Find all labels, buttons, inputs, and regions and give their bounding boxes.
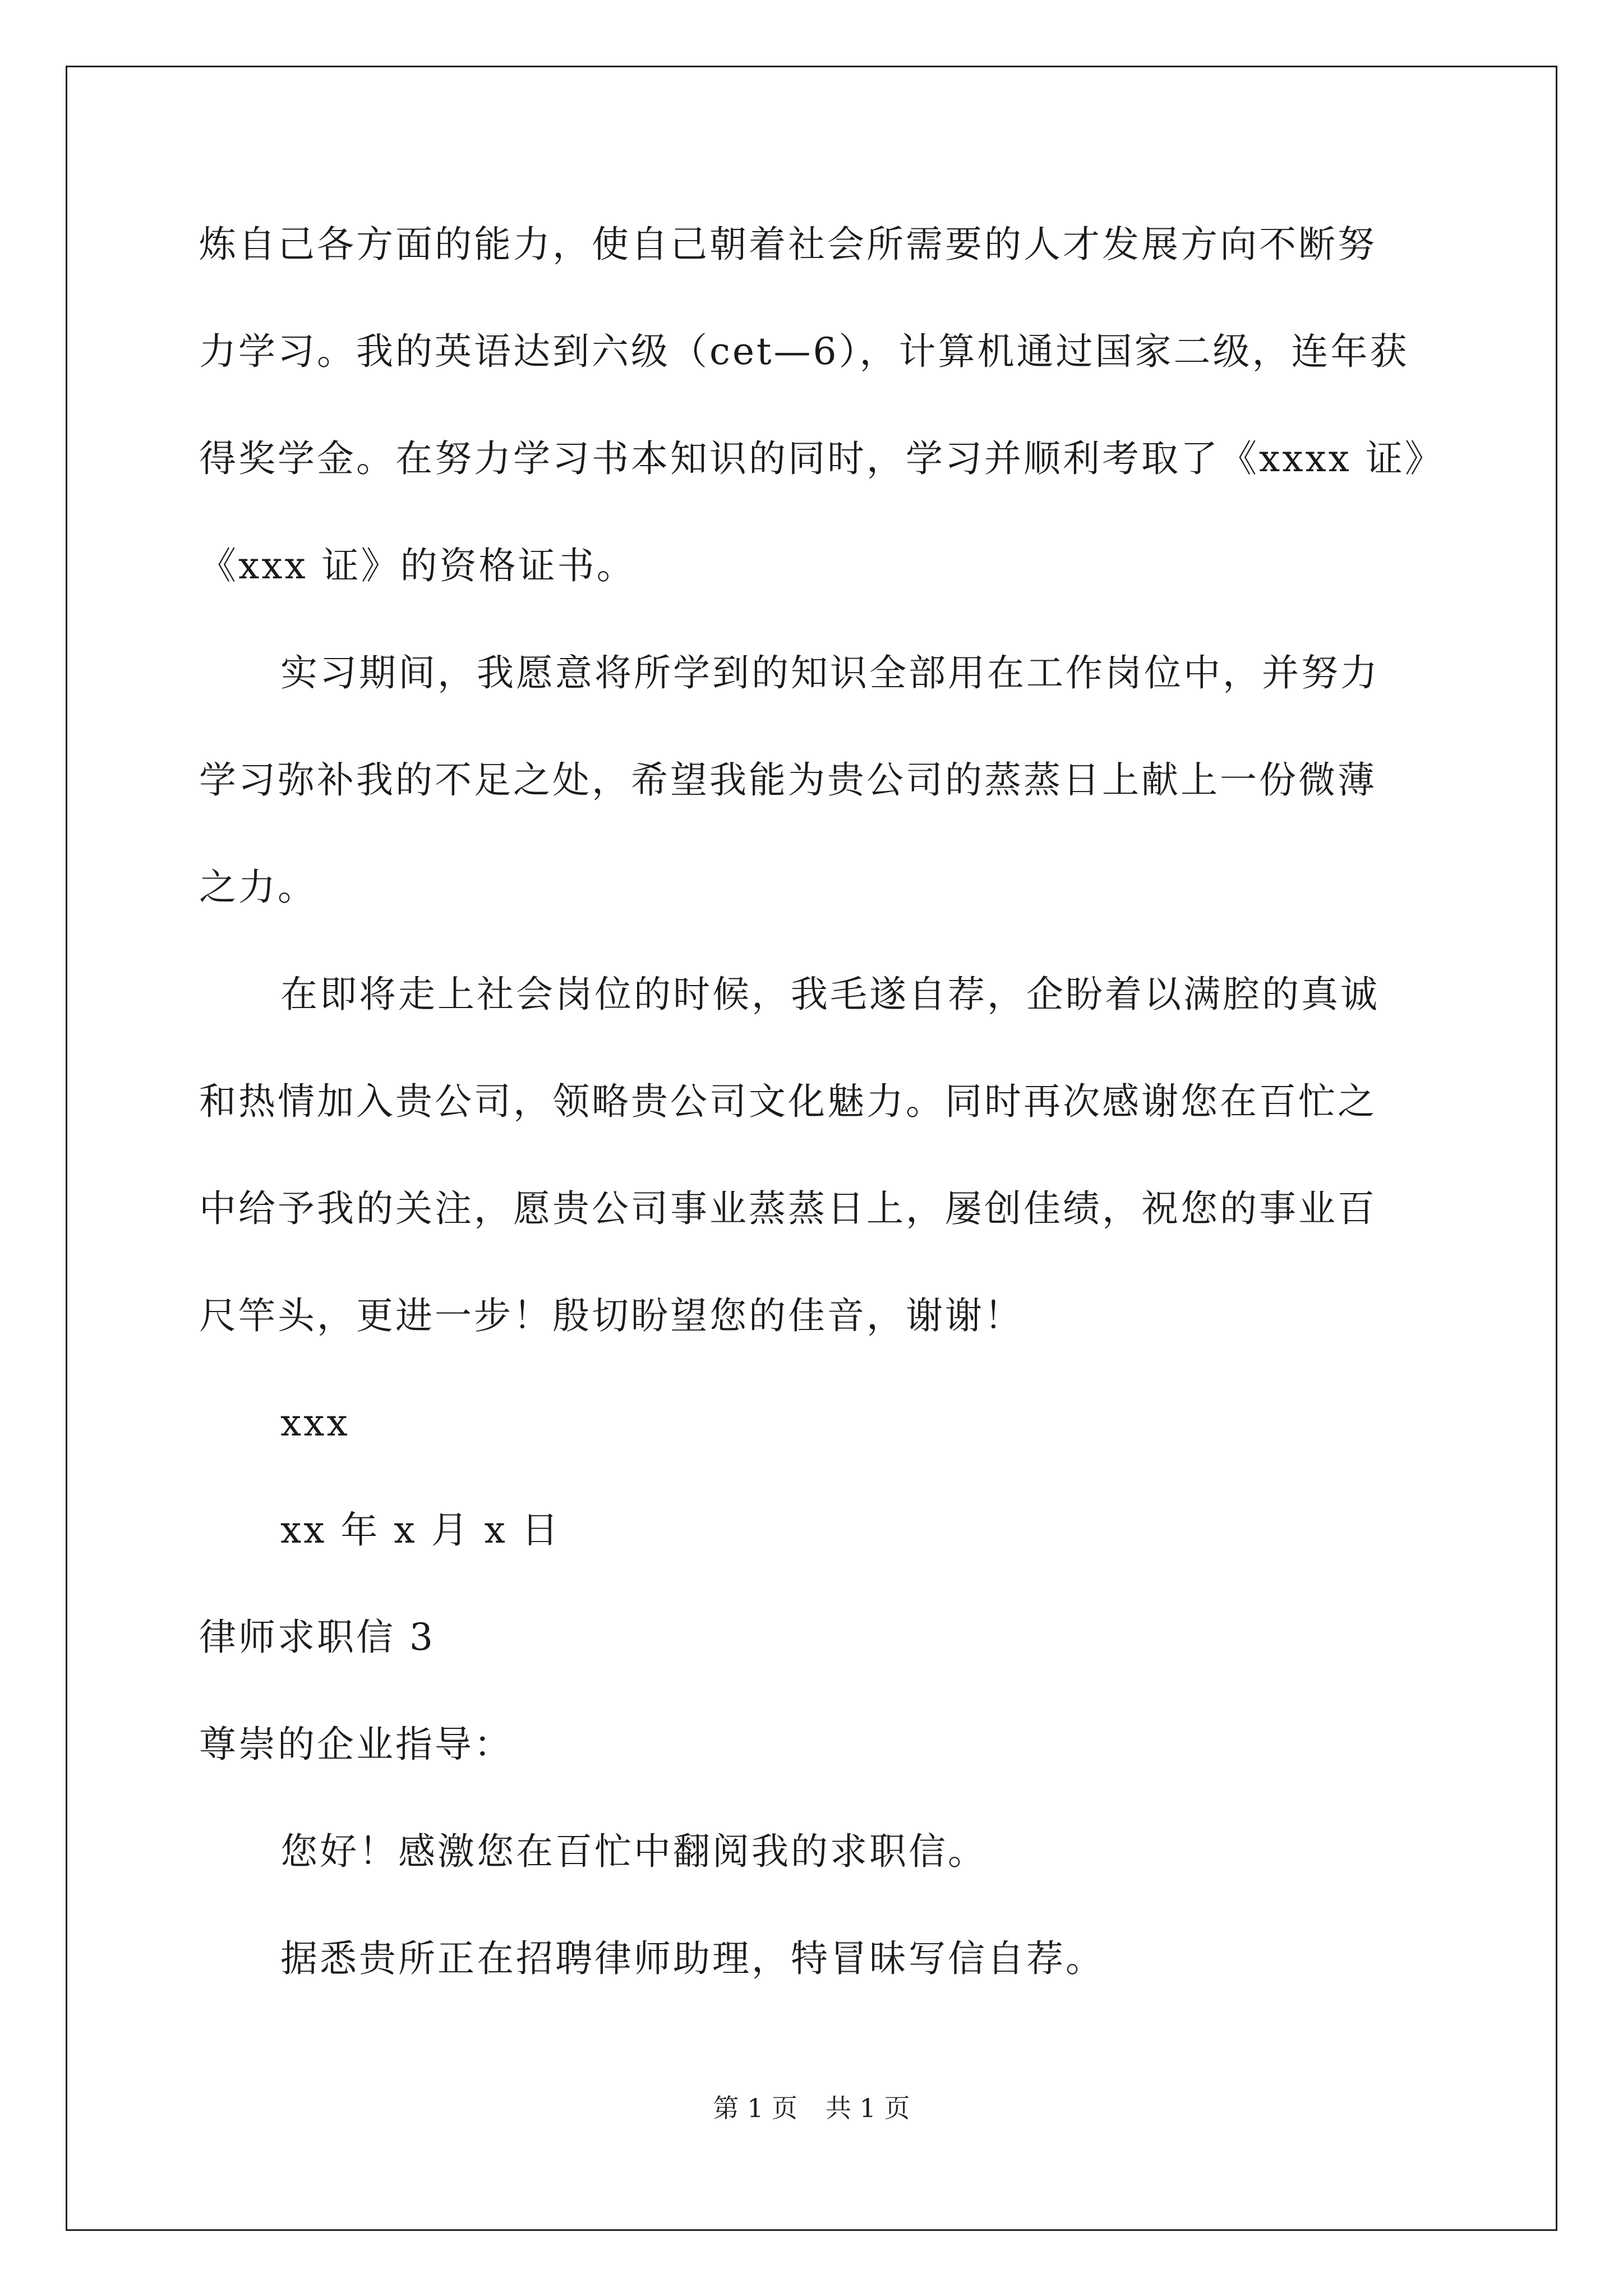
text-line: 中给予我的关注，愿贵公司事业蒸蒸日上，屡创佳绩，祝您的事业百 (199, 1187, 1377, 1230)
text-line: 得奖学金。在努力学习书本知识的同时，学习并顺利考取了《xxxx 证》 (199, 437, 1444, 480)
salutation: 尊崇的企业指导： (199, 1723, 513, 1766)
page-total: 共 1 页 (826, 2093, 910, 2123)
text-line: 力学习。我的英语达到六级（cet—6），计算机通过国家二级，连年获 (199, 330, 1409, 373)
text-line: 您好！感激您在百忙中翻阅我的求职信。 (280, 1830, 987, 1873)
text-line: 《xxx 证》的资格证书。 (199, 544, 636, 587)
text-line: 和热情加入贵公司，领略贵公司文化魅力。同时再次感谢您在百忙之 (199, 1080, 1377, 1123)
text-line: 尺竿头，更进一步！殷切盼望您的佳音，谢谢！ (199, 1294, 1023, 1337)
page-footer (0, 2091, 1623, 2125)
text-line: 学习弥补我的不足之处，希望我能为贵公司的蒸蒸日上献上一份微薄 (199, 758, 1377, 802)
signature-name: xxx (280, 1401, 350, 1444)
text-line: 炼自己各方面的能力，使自己朝着社会所需要的人才发展方向不断努 (199, 223, 1377, 266)
text-line: 之力。 (199, 866, 317, 909)
text-line: 据悉贵所正在招聘律师助理，特冒昧写信自荐。 (280, 1937, 1105, 1980)
text-line: 在即将走上社会岗位的时候，我毛遂自荐，企盼着以满腔的真诚 (280, 973, 1380, 1016)
document-body (199, 218, 1444, 2039)
page-number: 第 1 页 (713, 2093, 797, 2123)
signature-date: xx 年 x 月 x 日 (280, 1508, 561, 1552)
section-heading: 律师求职信 3 (199, 1616, 435, 1659)
text-line: 实习期间，我愿意将所学到的知识全部用在工作岗位中，并努力 (280, 651, 1380, 694)
